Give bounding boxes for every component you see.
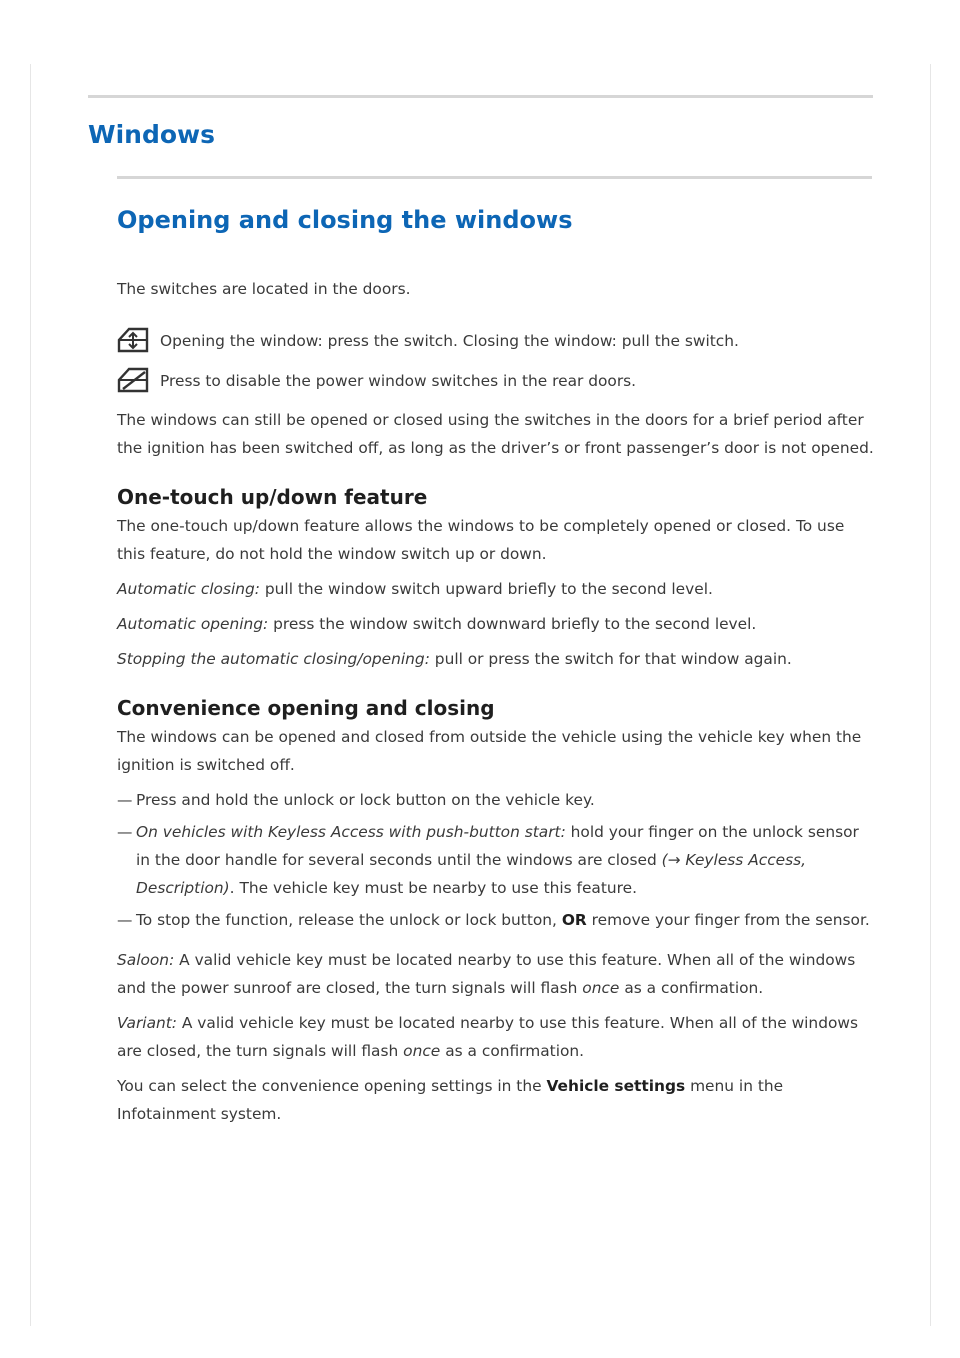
list-dash: — — [117, 823, 133, 841]
stopping-label: Stopping the automatic closing/opening: — [117, 650, 430, 668]
icon-item-1-text: Opening the window: press the switch. Closing the window: pull the switch. — [160, 332, 739, 350]
auto-closing-label: Automatic closing: — [117, 580, 260, 598]
list-item-text: On vehicles with Keyless Access with push-button start: hold your finger on the unlock sensor in the door handle for several seconds until the windows are closed (→ Keyless Access, Description). The vehicle key must be nearby to use this feature. — [136, 823, 859, 897]
list-item-text: To stop the function, release the unlock or lock button, OR remove your finger from the sensor. — [136, 911, 870, 929]
auto-opening-paragraph — [117, 610, 877, 638]
one-touch-heading: One-touch up/down feature — [117, 485, 428, 509]
one-touch-text: The one-touch up/down feature allows the windows to be completely opened or closed. To use this feature, do not hold the window switch up or down. — [117, 517, 845, 563]
list-dash: — — [117, 791, 133, 809]
auto-opening-text: press the window switch downward briefly to the second level. — [273, 615, 757, 633]
or-keyword: OR — [561, 911, 587, 929]
convenience-text: The windows can be opened and closed from outside the vehicle using the vehicle key when the ignition is switched off. — [117, 728, 862, 774]
left-margin-line — [30, 64, 31, 1326]
content — [117, 200, 877, 1128]
vehicle-settings-menu-name: Vehicle settings — [546, 1077, 686, 1095]
ignition-paragraph: The windows can still be opened or closed using the switches in the doors for a brief period after the ignition has been switched off, as long as the driver’s or front passenger’s door is not opened. — [117, 411, 874, 457]
settings-paragraph: You can select the convenience opening settings in the Vehicle settings menu in the Infotainment system. — [117, 1077, 784, 1123]
list-item — [117, 786, 877, 814]
icon-item-2 — [117, 367, 877, 395]
keyless-label: On vehicles with Keyless Access with push-button start: — [136, 823, 566, 841]
page-title: Windows — [88, 120, 215, 149]
window-switch-icon — [117, 327, 149, 353]
section-divider — [117, 176, 872, 179]
list-item — [117, 818, 877, 902]
top-divider — [88, 95, 873, 98]
section-title: Opening and closing the windows — [117, 206, 573, 234]
variant-label: Variant: — [117, 1014, 177, 1032]
right-margin-line — [930, 64, 931, 1326]
keyless-reference-link[interactable]: (→ Keyless Access, Description) — [136, 851, 807, 897]
icon-item-2-text: Press to disable the power window switches in the rear doors. — [160, 372, 637, 390]
stopping-text: pull or press the switch for that window again. — [434, 650, 792, 668]
auto-opening-label: Automatic opening: — [117, 615, 269, 633]
saloon-paragraph: Saloon: A valid vehicle key must be located nearby to use this feature. When all of the windows and the power sunroof are closed, the turn signals will flash once as a confirmation. — [117, 951, 856, 997]
window-lock-icon — [117, 367, 149, 393]
convenience-heading: Convenience opening and closing — [117, 696, 495, 720]
icon-item-1 — [117, 327, 877, 355]
variant-paragraph: Variant: A valid vehicle key must be located nearby to use this feature. When all of the windows are closed, the turn signals will flash once as a confirmation. — [117, 1014, 858, 1060]
intro-text: The switches are located in the doors. — [117, 280, 411, 298]
list-dash: — — [117, 911, 133, 929]
list-item — [117, 906, 877, 934]
list-item-text: Press and hold the unlock or lock button on the vehicle key. — [136, 791, 595, 809]
auto-closing-text: pull the window switch upward briefly to the second level. — [264, 580, 713, 598]
stopping-paragraph — [117, 645, 877, 673]
auto-closing-paragraph — [117, 575, 877, 603]
saloon-label: Saloon: — [117, 951, 175, 969]
